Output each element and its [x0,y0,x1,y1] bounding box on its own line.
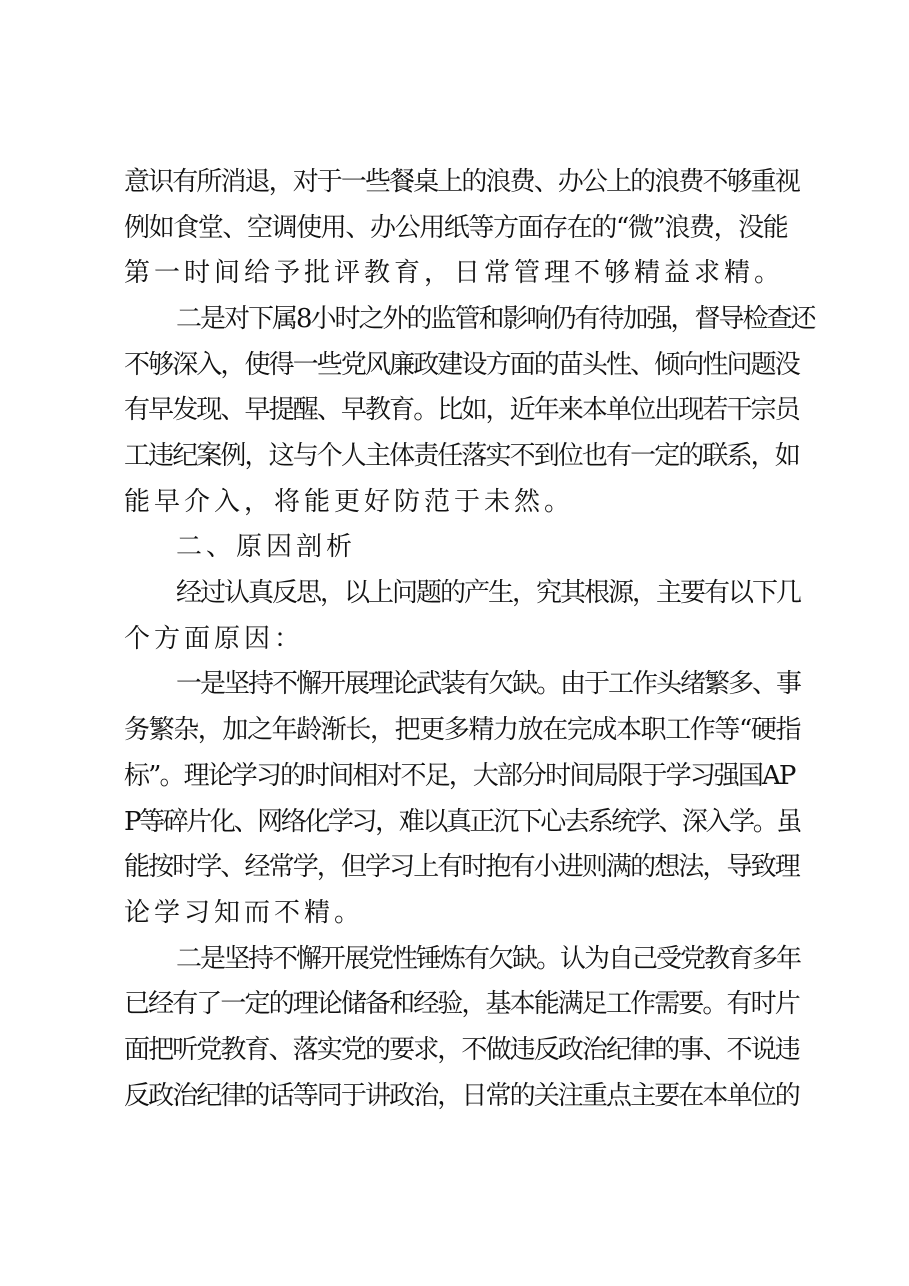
text-line: 第一时间给予批评教育，日常管理不够精益求精。 [124,258,785,288]
text-line: 例如食堂、空调使用、办公用纸等方面存在的“微”浪费，没能 [124,213,788,243]
text-line: 能早介入，将能更好防范于未然。 [124,487,575,517]
paragraph-start-line: 二是坚持不懈开展党性锤炼有欠缺。认为自己受党教育多年 [176,944,801,974]
text-line: 标”。理论学习的时间相对不足，大部分时间局限于学习强国AP [124,761,795,791]
text-line: 面把听党教育、落实党的要求，不做违反政治纪律的事、不说违 [124,1035,799,1065]
paragraph-start-line: 经过认真反思，以上问题的产生，究其根源，主要有以下几 [176,578,801,608]
text-line: 已经有了一定的理论储备和经验，基本能满足工作需要。有时片 [124,989,799,1019]
text-line: 务繁杂，加之年龄渐长，把更多精力放在完成本职工作等“硬指 [124,715,801,745]
text-line: 不够深入，使得一些党风廉政建设方面的苗头性、倾向性问题没 [124,350,799,380]
text-line: 工违纪案例，这与个人主体责任落实不到位也有一定的联系，如 [124,441,799,471]
text-line: 能按时学、经常学，但学习上有时抱有小进则满的想法，导致理 [124,852,799,882]
text-line: 反政治纪律的话等同于讲政治，日常的关注重点主要在本单位的 [124,1081,799,1111]
text-line: 论学习知而不精。 [124,898,365,928]
text-line: 意识有所消退，对于一些餐桌上的浪费、办公上的浪费不够重视 [124,167,799,197]
paragraph-start-line: 二是对下属8小时之外的监管和影响仍有待加强，督导检查还 [176,304,815,334]
text-line: P等碎片化、网络化学习，难以真正沉下心去系统学、深入学。虽 [124,807,800,837]
text-line: 个方面原因： [124,624,305,654]
text-line: 有早发现、早提醒、早教育。比如，近年来本单位出现若干宗员 [124,395,799,425]
paragraph-start-line: 一是坚持不懈开展理论武装有欠缺。由于工作头绪繁多、事 [176,669,801,699]
section-heading: 二、原因剖析 [176,532,357,562]
